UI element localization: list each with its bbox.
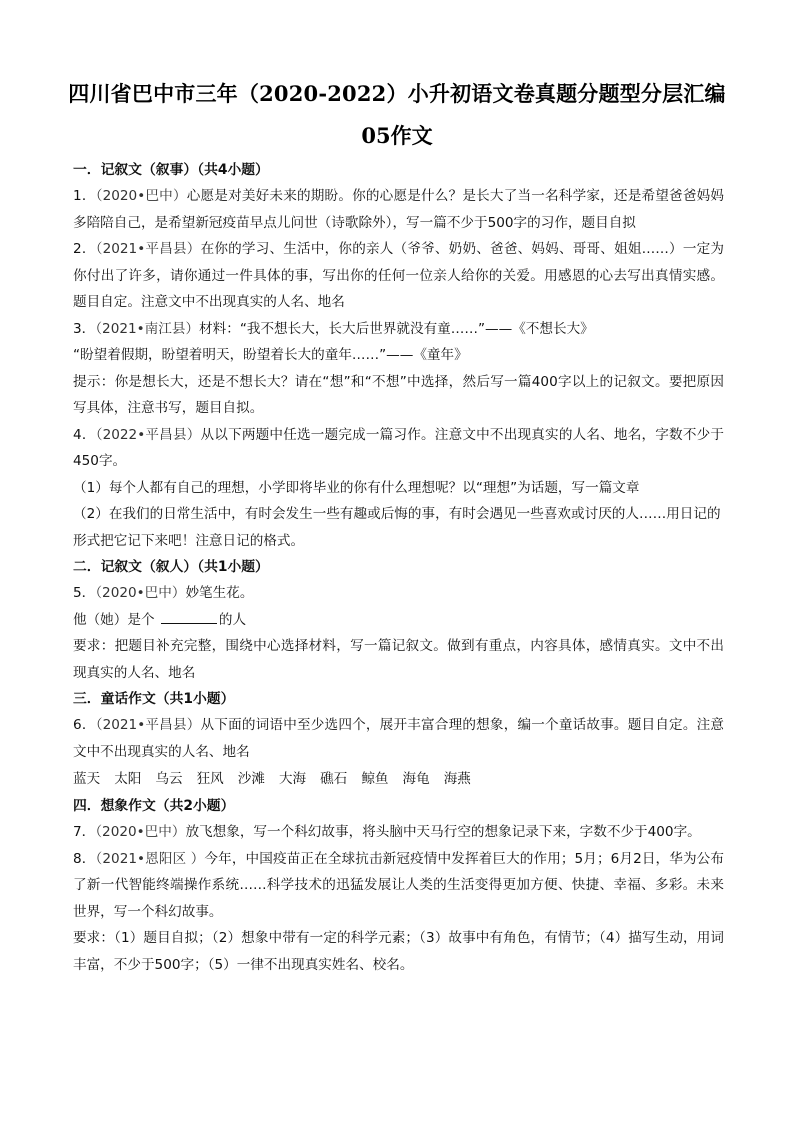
question-2: [73, 236, 724, 316]
question-number: 8．: [73, 850, 96, 867]
word-item: 大海: [278, 771, 307, 787]
question-source: （2020•巴中）: [95, 188, 187, 204]
question-3-material: “盼望着假期，盼望着明天，盼望着长大的童年……”——《童年》: [73, 347, 468, 363]
word-item: 乌云: [155, 771, 183, 787]
question-source: （2020•巴中）: [95, 585, 186, 601]
question-number: 1．: [73, 188, 96, 204]
document-subtitle: 05作文: [361, 123, 433, 148]
question-8-requirements: 要求：（1）题目自拟；（2）想象中带有一定的科学元素；（3）故事中有角色，有情节；（4）描写生动，用词丰富，不少于500字；（5）一律不出现真实姓名、校名。: [73, 930, 724, 973]
question-source: （2021•恩阳区 ）: [95, 850, 205, 867]
word-item: 太阳: [114, 771, 142, 787]
section-heading: 三．童话作文（共1小题）: [73, 691, 235, 707]
question-text: 放飞想象，写一个科幻故事，将头脑中天马行空的想象记录下来，字数不少于400字。: [185, 824, 701, 840]
word-item: 鲸鱼: [361, 771, 389, 787]
question-number: 2．: [73, 241, 96, 257]
question-text: 心愿是对美好未来的期盼。你的心愿是什么？是长大了当一名科学家，还是希望爸爸妈妈多陪陪自己，是希望新冠疫苗早点儿问世（诗歌除外），写一篇不少于500字的习作，题目自拟: [73, 188, 724, 231]
document-body: [73, 157, 724, 978]
question-number: 5．: [73, 585, 96, 601]
question-1: [73, 183, 724, 236]
question-number: 7．: [73, 824, 96, 840]
word-item: 沙滩: [237, 771, 265, 787]
question-3-tip: 提示：你是想长大，还是不想长大？请在“想”和“不想”中选择，然后写一篇400字以上的记叙文。要把原因写具体，注意书写，题目自拟。: [73, 373, 724, 416]
question-source: （2022•平昌县）: [95, 426, 201, 443]
question-3: [73, 316, 724, 343]
question-5-fill-line: [73, 607, 724, 634]
section-heading: 一．记叙文（叙事）（共4小题）: [73, 162, 269, 178]
document-title: 四川省巴中市三年（2020-2022）小升初语文卷真题分题型分层汇编: [68, 81, 726, 106]
question-4-option-2: （2）在我们的日常生活中，有时会发生一些有趣或后悔的事，有时会遇见一些喜欢或讨厌的人……用日记的形式把它记下来吧！注意日记的格式。: [73, 506, 721, 549]
fill-text-after: 的人: [218, 611, 247, 628]
question-text: 从下面的词语中至少选四个，展开丰富合理的想象，编一个童话故事。题目自定。注意文中不出现真实的人名、地名: [73, 717, 724, 760]
question-source: （2020•巴中）: [95, 824, 186, 840]
question-5: [73, 580, 724, 607]
question-text: 从以下两题中任选一题完成一篇习作。注意文中不出现真实的人名、地名，字数不少于450字。: [73, 426, 724, 469]
question-4: [73, 422, 724, 475]
question-text: 材料：“我不想长大，长大后世界就没有童……”——《不想长大》: [199, 320, 594, 337]
word-list: [73, 765, 724, 793]
fill-text-before: 他（她）是个: [73, 611, 155, 628]
question-source: （2021•平昌县）: [95, 241, 201, 257]
word-item: 蓝天: [73, 771, 101, 787]
fill-blank: [161, 611, 217, 624]
question-number: 4．: [73, 426, 96, 443]
section-heading: 二．记叙文（叙人）（共1小题）: [73, 559, 269, 575]
question-6: [73, 712, 724, 765]
question-source: （2021•南江县）: [95, 320, 200, 337]
question-5-requirements: 要求：把题目补充完整，围绕中心选择材料，写一篇记叙文。做到有重点，内容具体，感情真实。文中不出现真实的人名、地名: [73, 638, 724, 681]
question-4-option-1: （1）每个人都有自己的理想，小学即将毕业的你有什么理想呢？以“理想”为话题，写一篇文章: [73, 479, 640, 496]
question-source: （2021•平昌县）: [95, 717, 201, 733]
question-7: [73, 819, 724, 846]
question-text: 在你的学习、生活中，你的亲人（爷爷、奶奶、爸爸、妈妈、哥哥、姐姐……）一定为你付出了许多，请你通过一件具体的事，写出你的任何一位亲人给你的关爱。用感恩的心去写出真情实感。题目自定。注意文中不出现真实的人名、地名: [73, 241, 724, 310]
word-item: 礁石: [320, 771, 348, 787]
word-item: 狂风: [196, 771, 224, 787]
word-item: 海龟: [402, 771, 430, 787]
question-number: 3．: [73, 320, 96, 337]
section-heading: 四．想象作文（共2小题）: [73, 798, 235, 814]
question-text: 妙笔生花。: [185, 585, 254, 601]
question-number: 6．: [73, 717, 96, 733]
word-item: 海燕: [443, 771, 471, 787]
question-text: 今年，中国疫苗正在全球抗击新冠疫情中发挥着巨大的作用；5月；6月2日，华为公布了新一代智能终端操作系统……科学技术的迅猛发展让人类的生活变得更加方便、快捷、幸福、多彩。未来世界，写一个科幻故事。: [73, 850, 724, 920]
question-8: [73, 846, 724, 926]
